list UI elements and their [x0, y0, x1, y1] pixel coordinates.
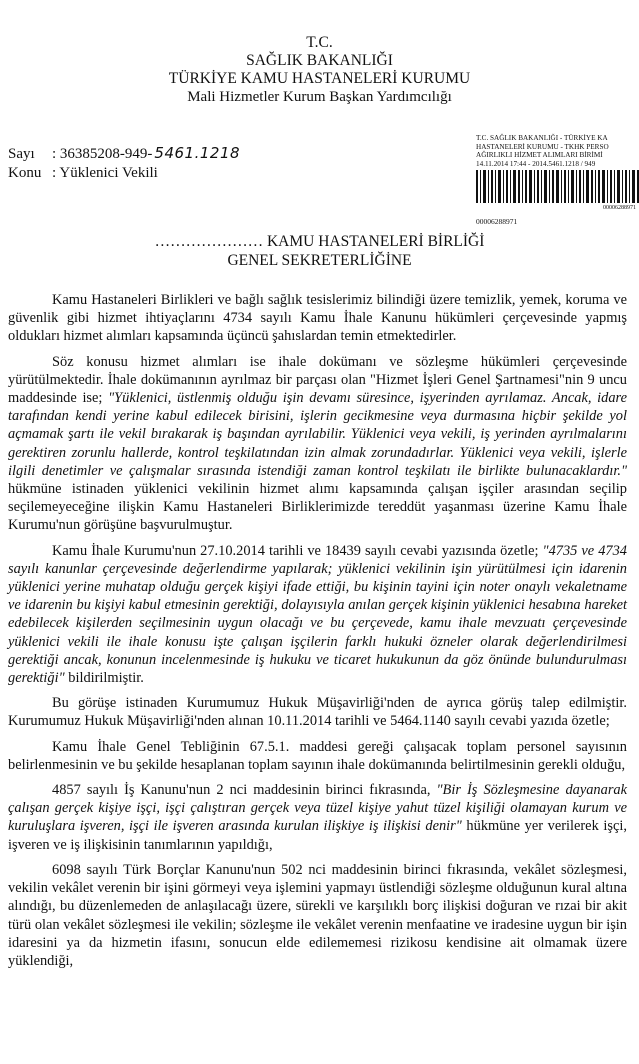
paragraph-3-end: bildirilmiştir.: [64, 670, 144, 687]
letter-body: [8, 291, 627, 975]
header-ministry: SAĞLIK BAKANLIĞI: [246, 52, 393, 69]
stamp-line-2: HASTANELERİ KURUMU - TKHK PERSO: [476, 142, 609, 151]
barcode: [476, 170, 639, 203]
stamp-line-4: 14.11.2014 17:44 - 2014.5461.1218 / 949: [476, 159, 596, 168]
stamp-line-3: AĞIRLIKLI HİZMET ALIMLARI BİRİMİ: [476, 151, 603, 160]
sayi-label: Sayı: [8, 146, 35, 162]
barcode-caption: 00006288971: [603, 205, 636, 212]
paragraph-2-end: hükmüne istinaden yüklenici vekilinin hizmet alımı kapsamında çalışan işçiler arasından seçilip seçilemeyeceğine ilişkin Kamu Hastaneleri Birliklerimizde tereddüt yaşanması üzerine Kamu İhale Kurumu'nun görüşüne başvurulmuştur.: [8, 481, 627, 534]
sayi-row: [8, 144, 240, 164]
barcode-id: 00006288971: [476, 216, 518, 226]
addressee: [0, 232, 639, 270]
addressee-line-2: GENEL SEKRETERLİĞİNE: [227, 252, 412, 269]
letterhead: [0, 34, 639, 106]
sayi-value: : 36385208-949-: [52, 146, 153, 162]
reference-block: [8, 144, 240, 183]
paragraph-2-quote: "Yüklenici, üstlenmiş olduğu işin devamı süresince, işyerinden ayrılamaz. Ancak, idare tarafından kendi yerine kabul edilecek birisini, işlerin gecikmesine veya durmasına hiçbir şekilde yol açmamak şartı ile vekil bırakarak iş başından ayrılabilir. Yüklenici veya vekili, iş yerinden ayrılmalarını gerektiren zorunlu hallerde, kontrol teşkilatından izin almak zorundadırlar. Yüklenici veya vekili, işlerle ilgili denetimler ve çalışmalar sırasında istendiği zaman kontrol teşkilatı ile birlikte bulunacaklardır.": [8, 390, 627, 479]
registry-stamp: [476, 134, 639, 227]
konu-label: Konu: [8, 165, 42, 181]
header-country: T.C.: [306, 34, 333, 51]
konu-row: [8, 164, 240, 183]
paragraph-7: 6098 sayılı Türk Borçlar Kanunu'nun 502 nci maddesinin birinci fıkrasında, vekâlet sözleşmesi, vekilin vekâlet verenin bir işini görmeyi veya işlemini yapmayı üstlendiği sözleşme olduğunun kural altına alındığı, bu düzenlemeden de anlaşılacağı üzere, sürekli ve karşılıklı borç ilişkisi doğuran ve rızai bir akit türü olan vekâlet sözleşmesi ile vekilin; sözleşme ile vekâlet verenin menfaatine ve iradesine uygun bir işin idaresini ya da hizmetin ifasını, sonucun elde edilememesi rizikosu kendisine ait olmamak üzere yüklendiği,: [8, 861, 627, 969]
sayi-handwritten: 5461.1218: [154, 144, 241, 162]
addressee-line-1: ………………… KAMU HASTANELERİ BİRLİĞİ: [154, 233, 485, 250]
paragraph-6-intro: 4857 sayılı İş Kanunu'nun 2 nci maddesinin birinci fıkrasında,: [52, 782, 437, 799]
paragraph-4: Bu görüşe istinaden Kurumumuz Hukuk Müşavirliği'nden de ayrıca görüş talep edilmiştir. Kurumumuz Hukuk Müşavirliği'nden alınan 10.11.2014 tarihli ve 5464.1140 sayılı cevabi yazıda özetle;: [8, 695, 627, 730]
paragraph-5: Kamu İhale Genel Tebliğinin 67.5.1. maddesi gereği çalışacak toplam personel sayısının belirlenmesinin ve bu şekilde hesaplanan toplam sayının ihale dokümanında belirtilmesinin gerekli olduğu,: [8, 738, 627, 773]
stamp-line-1: T.C. SAĞLIK BAKANLIĞI - TÜRKİYE KA: [476, 134, 608, 142]
paragraph-1: Kamu Hastaneleri Birlikleri ve bağlı sağlık tesislerimiz bilindiği üzere temizlik, yemek, koruma ve güvenlik gibi hizmet ihtiyaçlarını 4734 sayılı Kamu İhale Kanunu hükümleri çerçevesinde yapmış oldukları hizmet alımları kapsamında üçüncü şahıslardan temin etmektedirler.: [8, 292, 627, 345]
paragraph-3: [8, 542, 627, 688]
paragraph-3-quote: "4735 ve 4734 sayılı kanunlar çerçevesinde değerlendirme yapılarak; yüklenici vekilinin işin yürütülmesi için idarenin yüklenici yerine muhatap olduğu gerçek kişiyi ifade ettiği, bu kişinin tayini için noter onaylı vekaletname ve idarenin bu kişiyi kabul etmesinin gerektiği, dolayısıyla anılan gerçek kişinin yüklenici hesabına hareket edebilecek kişilerden seçilmesinin uygun olacağı ve bu çerçevede, kamu ihale mevzuatı çerçevesinde yüklenici vekili ile ihale konusu işte çalışan işçilerin farklı hukuki özneler olarak değerlendirilmesi gerektiği ancak, konunun incelenmesinde iş hukuku ve ticaret hukukunun da göz önünde bulundurulması gerektiği": [8, 542, 627, 687]
paragraph-2: [8, 353, 627, 535]
header-institution: TÜRKİYE KAMU HASTANELERİ KURUMU: [168, 70, 471, 87]
paragraph-6-quote: "Bir İş Sözleşmesine dayanarak çalışan gerçek kişiye işçi, işçi çalıştıran gerçek veya tüzel kişiye yahut tüzel kişiliği olamayan kurum ve kuruluşlara işveren, işçi ile işveren arasında kurulan ilişkiye iş ilişkisi denir": [8, 782, 627, 835]
paragraph-6-end: hükmüne yer verilerek işçi, işveren ve iş ilişkisinin tanımlarının yapıldığı,: [8, 818, 627, 853]
header-department: Mali Hizmetler Kurum Başkan Yardımcılığı: [187, 89, 452, 105]
paragraph-3-intro: Kamu İhale Kurumu'nun 27.10.2014 tarihli ve 18439 sayılı cevabi yazısında özetle;: [52, 542, 543, 559]
paragraph-2-intro: Söz konusu hizmet alımları ise ihale dokümanı ve sözleşme hükümleri çerçevesinde yürütülmektedir. İhale dokümanının ayrılmaz bir parçası olan "Hizmet İşleri Genel Şartnamesi"nin 9 uncu maddesinde ise;: [8, 353, 627, 407]
paragraph-6: [8, 781, 627, 854]
konu-value: : Yüklenici Vekili: [52, 165, 158, 181]
